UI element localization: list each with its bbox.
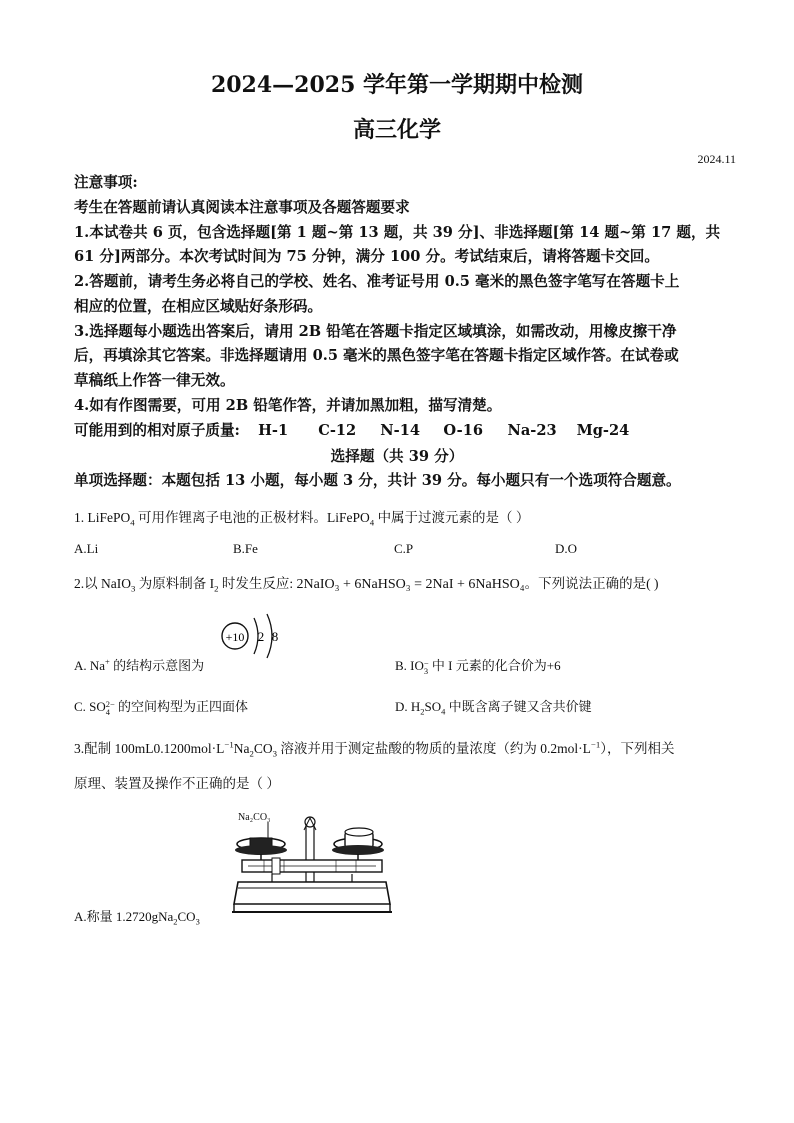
exam-title: 2024—2025 学年第一学期期中检测 [210,72,584,98]
q2-option-b: B. IO − 3 中 I 元素的化合价为+6 [395,658,561,677]
atomic-mass-mg: Mg-24 [576,422,630,439]
notice-line-6: 后，再填涂其它答案。非选择题请用 0.5 毫米的黑色签字笔在答题卡指定区域作答。在试卷或 [74,347,679,364]
question-3-stem-line-2: 原理、装置及操作不正确的是（ ） [74,776,280,791]
section-title: 选择题（共 39 分） [330,448,464,465]
atomic-mass-n: N-14 [380,422,421,439]
atomic-mass-label: 可能用到的相对原子质量: [74,422,240,439]
q1-option-b: B.Fe [233,541,258,556]
notice-line-7: 草稿纸上作答一律无效。 [74,372,235,389]
atomic-mass-c: C-12 [318,422,357,439]
q2-equation: 2NaIO₃ + 6NaHSO₃ = 2NaI + 6NaHSO₄ [296,577,525,592]
atomic-mass-o: O-16 [443,422,484,439]
balance-scale-figure [228,808,396,922]
q2-option-a: A. Na+ 的结构示意图为 [74,656,205,673]
atomic-mass-h: H-1 [258,422,289,439]
notice-intro: 考生在答题前请认真阅读本注意事项及各题答题要求 [74,199,410,216]
notice-line-8: 4.如有作图需要，可用 2B 铅笔作答，并请加黑加粗，描写清楚。 [74,397,502,414]
atom-shell-2-label: 8 [271,629,279,644]
atom-nucleus-label: +10 [225,630,245,644]
section-instruction: 单项选择题：本题包括 13 小题，每小题 3 分，共计 39 分。每小题只有一个选项符合题意。 [74,472,681,489]
q2-option-d: D. $H_2SO_4$ 中既含离子键又含共价键 [395,699,592,717]
notice-line-2: 61 分]两部分。本次考试时间为 75 分钟，满分 100 分。考试结束后，请将答题卡交回。 [74,248,659,265]
q1-option-d: D.O [555,541,578,556]
question-2-stem: 2.以 NaIO$_3$ 为原料制备 $I_2$ 时发生反应: 2NaIO₃ + 6NaHSO₃ = 2NaI + 6NaHSO₄。下列说法正确的是( ) [74,576,659,594]
q3-option-a: A.称量 $1.2720gNa_2CO_3$ [74,909,200,927]
exam-subtitle: 高三化学 [352,117,441,143]
notice-line-5: 3.选择题每小题选出答案后，请用 2B 铅笔在答题卡指定区域填涂，如需改动，用橡皮擦干净 [74,323,677,340]
balance-na2co3-label: Na₂CO₃ [238,812,271,823]
question-1-stem: 1. LiFePO$_4$ 可用作锂离子电池的正极材料。LiFePO$_4$ 中属于过渡元素的是（ ） [74,510,530,528]
question-3-stem-line-1: 3.配制 $100mL0.1200mol\cdot L^{-1}Na_2CO_3$ 溶液并用于测定盐酸的物质的量浓度（约为 $0.2mol\cdot L^{-1}$），下列相关 [74,739,675,759]
exam-date: 2024.11 [697,152,736,166]
q1-option-c: C.P [394,541,414,556]
notice-line-1: 1.本试卷共 6 页，包含选择题[第 1 题~第 13 题，共 39 分]、非选择题[第 14 题~第 17 题，共 [74,224,721,241]
atomic-mass-row [74,420,726,442]
na-atom-structure-diagram [218,612,288,668]
notice-line-3: 2.答题前，请考生务必将自己的学校、姓名、准考证号用 0.5 毫米的黑色签字笔写在答题卡上 [74,273,680,290]
q1-option-a: A.Li [74,541,99,556]
notice-line-4: 相应的位置，在相应区域贴好条形码。 [74,298,323,315]
q2-option-c: C. SO 2− 4 的空间构型为正四面体 [74,699,249,718]
notice-heading: 注意事项: [74,174,138,191]
atomic-mass-na: Na-23 [507,422,557,439]
atom-shell-1-label: 2 [257,629,265,644]
